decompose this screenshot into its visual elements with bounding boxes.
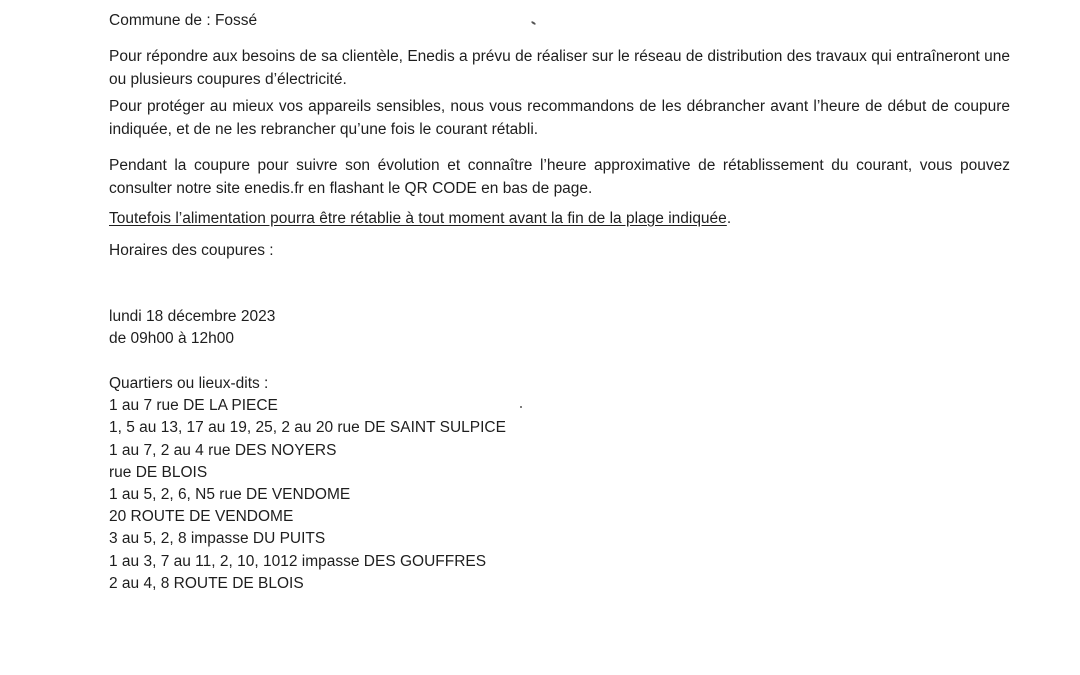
affected-places	[109, 373, 506, 595]
scan-speck	[531, 21, 536, 26]
scan-speck	[520, 406, 522, 408]
outage-time-range: de 09h00 à 12h00	[109, 330, 234, 347]
outage-date: lundi 18 décembre 2023	[109, 308, 276, 325]
intro-paragraph: Pour répondre aux besoins de sa clientèle, Enedis a prévu de réaliser sur le réseau de distribution des travaux qui entraîneront une ou plusieurs coupures d’électricité.	[109, 48, 1010, 88]
outage-schedule	[109, 306, 275, 350]
place-item: 1 au 7, 2 au 4 rue DES NOYERS	[109, 441, 337, 459]
restoration-notice-period: .	[726, 210, 732, 227]
place-item: 2 au 4, 8 ROUTE DE BLOIS	[109, 574, 304, 592]
tracking-paragraph: Pendant la coupure pour suivre son évolution et connaître l’heure approximative de rétablissement du courant, vous pouvez consulter notre site enedis.fr en flashant le QR CODE en bas de page.	[109, 157, 1010, 197]
restoration-notice	[109, 209, 731, 229]
schedule-heading: Horaires des coupures :	[109, 242, 274, 259]
place-item: 1 au 5, 2, 6, N5 rue DE VENDOME	[109, 486, 351, 504]
place-item: 1 au 7 rue DE LA PIECE	[109, 397, 278, 415]
places-heading: Quartiers ou lieux-dits :	[109, 375, 269, 392]
protection-paragraph: Pour protéger au mieux vos appareils sensibles, nous vous recommandons de les débrancher avant l’heure de début de coupure indiquée, et de ne les rebrancher qu’une fois le courant rétabli.	[109, 98, 1010, 138]
place-item: 3 au 5, 2, 8 impasse DU PUITS	[109, 530, 326, 548]
place-item: 1 au 3, 7 au 11, 2, 10, 1012 impasse DES GOUFFRES	[109, 552, 487, 570]
place-item: 20 ROUTE DE VENDOME	[109, 508, 294, 526]
restoration-notice-underlined: Toutefois l’alimentation pourra être rétablie à tout moment avant la fin de la plage indiquée	[109, 210, 727, 227]
commune-line: Commune de : Fossé	[109, 12, 258, 29]
place-item: 1, 5 au 13, 17 au 19, 25, 2 au 20 rue DE SAINT SULPICE	[109, 419, 506, 437]
place-item: rue DE BLOIS	[109, 463, 208, 481]
